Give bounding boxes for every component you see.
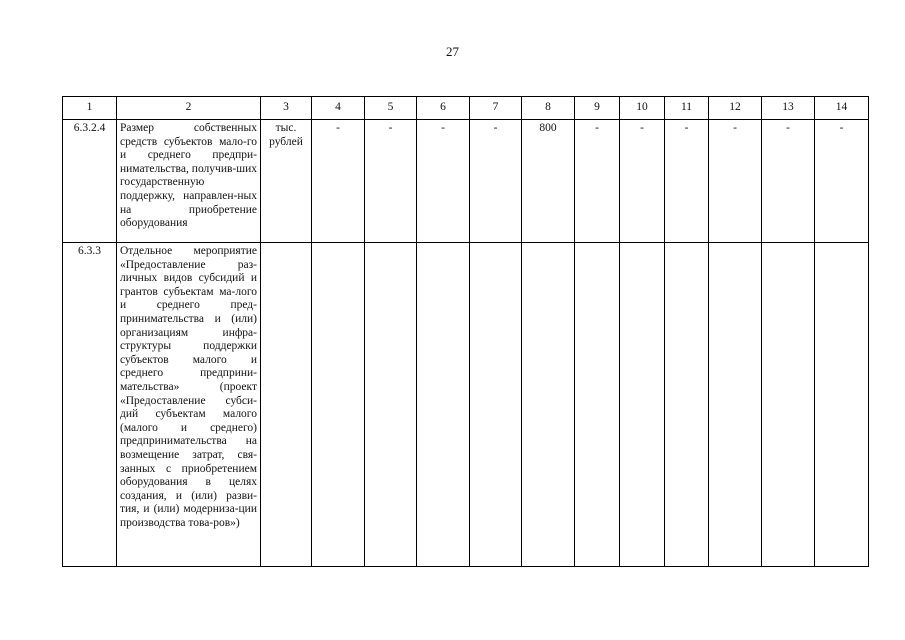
row-code: 6.3.2.4 [63, 120, 117, 243]
row-value [312, 243, 365, 567]
row-value: - [762, 120, 815, 243]
header-cell: 10 [620, 97, 665, 120]
header-cell: 2 [117, 97, 261, 120]
header-cell: 14 [815, 97, 869, 120]
row-value [522, 243, 575, 567]
table-row [63, 120, 869, 243]
header-cell: 7 [470, 97, 522, 120]
row-value: - [470, 120, 522, 243]
header-cell: 4 [312, 97, 365, 120]
row-value: 800 [522, 120, 575, 243]
row-value [709, 243, 762, 567]
page-number: 27 [446, 44, 459, 59]
header-cell: 5 [365, 97, 417, 120]
header-cell: 12 [709, 97, 762, 120]
row-value [665, 243, 709, 567]
header-cell: 1 [63, 97, 117, 120]
row-value [575, 243, 620, 567]
row-description: Размер собственных средств субъектов мало-го и среднего предпри-нимательства, получив-ших государственную поддержку, направлен-ных на приобретение оборудования [117, 120, 261, 243]
row-value [470, 243, 522, 567]
row-value: - [620, 120, 665, 243]
table-row [63, 243, 869, 567]
header-cell: 11 [665, 97, 709, 120]
row-value: - [417, 120, 470, 243]
row-value: - [312, 120, 365, 243]
row-code: 6.3.3 [63, 243, 117, 567]
header-cell: 8 [522, 97, 575, 120]
row-value [417, 243, 470, 567]
row-value [815, 243, 869, 567]
row-value: - [665, 120, 709, 243]
row-value: - [709, 120, 762, 243]
row-value: - [365, 120, 417, 243]
row-value [762, 243, 815, 567]
header-cell: 13 [762, 97, 815, 120]
header-cell: 9 [575, 97, 620, 120]
header-cell: 3 [261, 97, 312, 120]
header-row [63, 97, 869, 120]
row-value: - [815, 120, 869, 243]
row-value [620, 243, 665, 567]
row-value [365, 243, 417, 567]
row-value: - [575, 120, 620, 243]
data-table [62, 96, 869, 567]
header-cell: 6 [417, 97, 470, 120]
row-unit: тыс. рублей [261, 120, 312, 243]
row-unit [261, 243, 312, 567]
row-description: Отдельное мероприятие «Предоставление раз-личных видов субсидий и грантов субъектам ма-лого и среднего пред-принимательства и (или) организациям инфра-структуры поддержки субъектов малого и среднего предприни-мательства» (проект «Предоставление субси-дий субъектам малого (малого и среднего) предпринимательства на возмещение затрат, свя-занных с приобретением оборудования в целях создания, и (или) разви-тия, и (или) модерниза-ции производства това-ров») [117, 243, 261, 567]
